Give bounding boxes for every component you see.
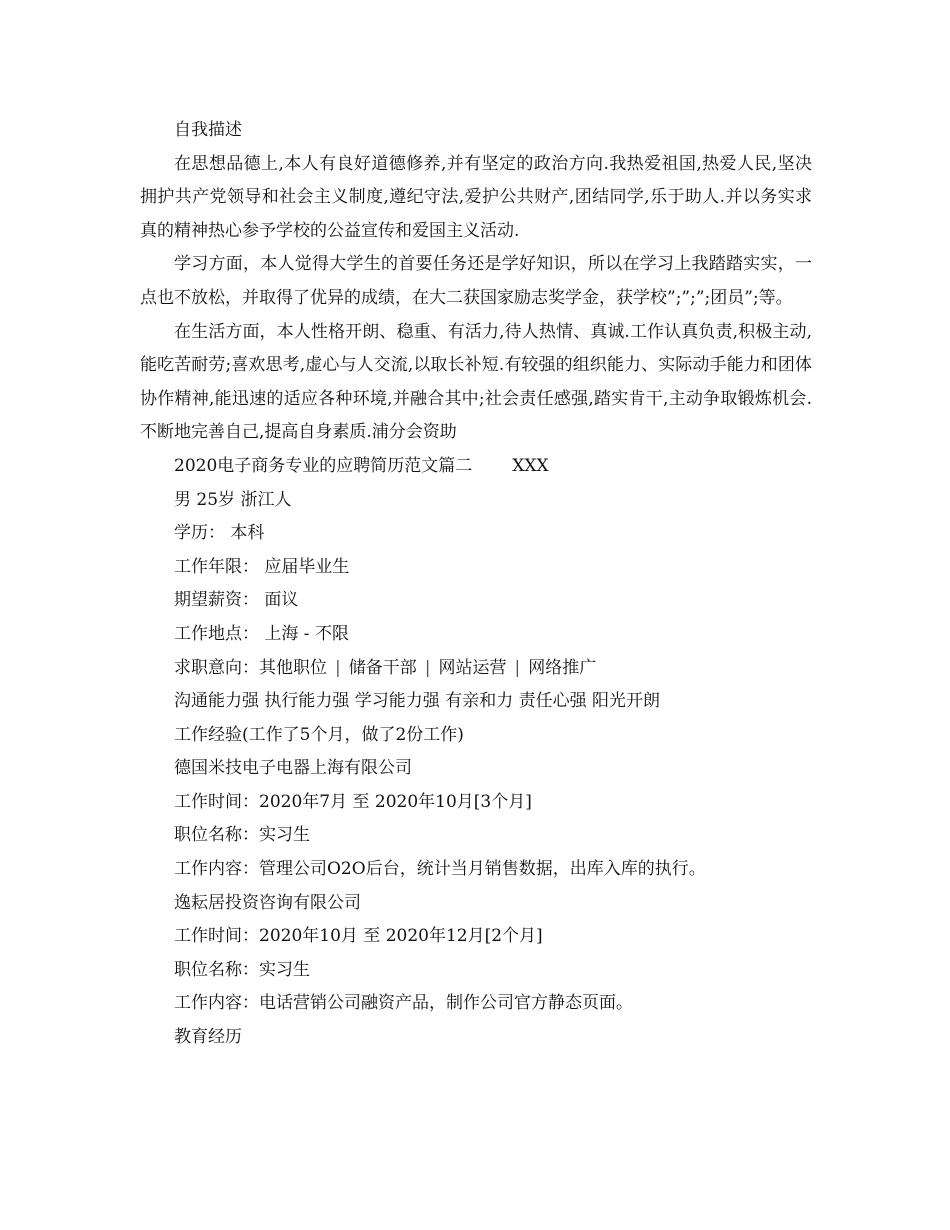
resume-education-level: 学历： 本科 xyxy=(174,523,265,544)
job-position: 职位名称：实习生 xyxy=(174,959,310,980)
divider: | xyxy=(335,657,341,678)
resume-expected-salary: 期望薪资： 面议 xyxy=(174,590,299,611)
divider: | xyxy=(424,657,431,678)
resume-basic-info: 男 25岁 浙江人 xyxy=(174,489,292,510)
education-heading: 教育经历 xyxy=(174,1027,242,1048)
job-intention-item: 其他职位 xyxy=(259,657,327,678)
job-intention-item: 储备干部 xyxy=(348,657,417,678)
resume-job-intention xyxy=(140,652,812,686)
job-intention-item: 网站运营 xyxy=(438,657,507,678)
resume-work-location: 工作地点： 上海 - 不限 xyxy=(174,623,349,644)
job-time: 工作时间：2020年7月 至 2020年10月[3个月] xyxy=(174,791,532,812)
job-company: 逸耘居投资咨询有限公司 xyxy=(174,892,361,913)
job-intention-label: 求职意向： xyxy=(174,657,259,678)
self-description-heading: 自我描述 xyxy=(174,120,242,140)
job-time: 工作时间：2020年10月 至 2020年12月[2个月] xyxy=(174,926,543,947)
job-intention-item: 网络推广 xyxy=(528,657,597,678)
self-description-paragraph-life: 在生活方面，本人性格开朗、稳重、有活力,待人热情、真诚.工作认真负责,积极主动,能吃苦耐劳;喜欢思考,虚心与人交流,以取长补短.有较强的组织能力、实际动手能力和团体协作精神,能迅速的适应各种环境,并融合其中;社会责任感强,踏实肯干,主动争取锻炼机会.不断地完善自己,提高自身素质.浦分会资助 xyxy=(140,321,812,443)
document-content xyxy=(140,114,812,1055)
divider: | xyxy=(514,657,521,678)
resume-title: 2020电子商务专业的应聘简历范文篇二 xyxy=(174,455,473,476)
resume-name: XXX xyxy=(512,455,549,476)
self-description-paragraph-morality: 在思想品德上,本人有良好道德修养,并有坚定的政治方向.我热爱祖国,热爱人民,坚决拥护共产党领导和社会主义制度,遵纪守法,爱护公共财产,团结同学,乐于助人.并以务实求真的精神热心参予学校的公益宣传和爱国主义活动. xyxy=(140,153,812,241)
resume-work-years: 工作年限： 应届毕业生 xyxy=(174,556,350,577)
self-description-paragraph-study: 学习方面，本人觉得大学生的首要任务还是学好知识，所以在学习上我踏踏实实，一点也不放松，并取得了优异的成绩，在大二获国家励志奖学金，获学校”;”;”;团员”;等。 xyxy=(140,254,812,308)
resume-strengths: 沟通能力强 执行能力强 学习能力强 有亲和力 责任心强 阳光开朗 xyxy=(174,691,661,712)
job-company: 德国米技电子电器上海有限公司 xyxy=(174,758,412,779)
work-experience-heading: 工作经验(工作了5个月，做了2份工作) xyxy=(174,724,464,745)
job-position: 职位名称：实习生 xyxy=(174,825,310,846)
resume-title-line xyxy=(140,450,812,484)
job-content: 工作内容：电话营销公司融资产品，制作公司官方静态页面。 xyxy=(174,993,633,1014)
job-content: 工作内容：管理公司O2O后台，统计当月销售数据，出库入库的执行。 xyxy=(174,859,706,880)
